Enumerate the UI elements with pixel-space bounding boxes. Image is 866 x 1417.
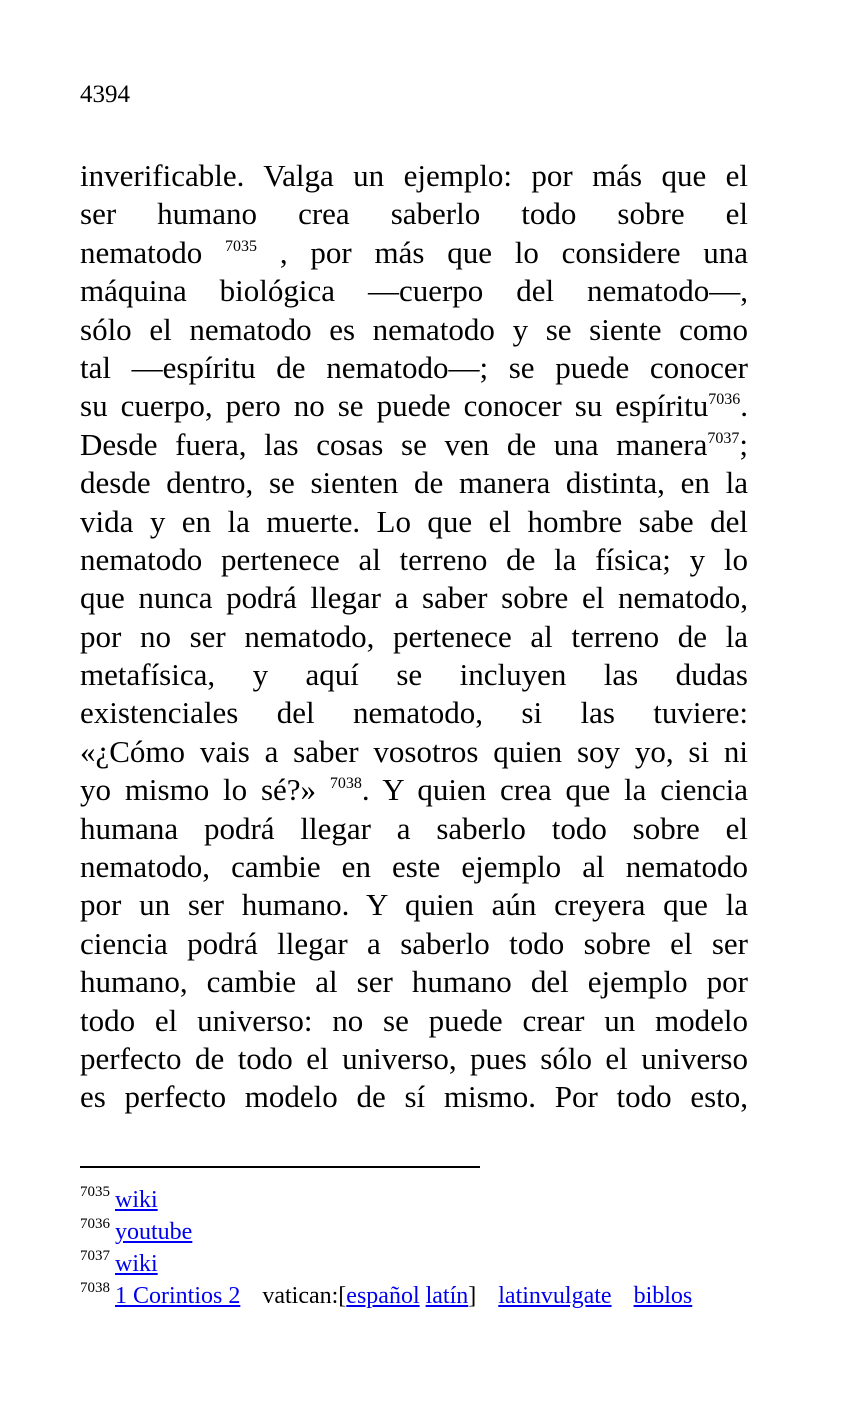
footnote-number: 7038 bbox=[80, 1280, 110, 1296]
footnote-separator bbox=[80, 1166, 480, 1168]
text-line-11: nematodo pertenece al terreno de la física; y lo bbox=[80, 541, 748, 577]
text-line-14: metafísica, y aquí se incluyen las dudas bbox=[80, 657, 748, 693]
footnote-7038 bbox=[80, 1280, 780, 1312]
text-line-25: es perfecto modelo de sí mismo. Por todo esto, bbox=[80, 1079, 748, 1115]
footnote-7036 bbox=[80, 1216, 780, 1248]
text-line-7 bbox=[80, 387, 748, 425]
text-line-12: que nunca podrá llegar a saber sobre el nematodo, bbox=[80, 580, 748, 616]
footnote-7037 bbox=[80, 1248, 780, 1280]
text-line-17 bbox=[80, 771, 748, 809]
text-line-15: existenciales del nematodo, si las tuviere: bbox=[80, 695, 748, 731]
footnote-ref-7035[interactable]: 7035 bbox=[225, 237, 258, 255]
text-line-16: «¿Cómo vais a saber vosotros quien soy yo, si ni bbox=[80, 733, 748, 769]
text-line-3 bbox=[80, 234, 748, 272]
footnote-link-corintios[interactable]: 1 Corintios 2 bbox=[115, 1283, 241, 1309]
footnote-link-wiki[interactable]: wiki bbox=[115, 1187, 158, 1213]
footnote-link-latin[interactable]: latín bbox=[425, 1283, 469, 1309]
text-line-13: por no ser nematodo, pertenece al terreno de la bbox=[80, 618, 748, 654]
footnote-number: 7036 bbox=[80, 1216, 110, 1232]
footnote-link-biblos[interactable]: biblos bbox=[633, 1283, 693, 1309]
text-line-8 bbox=[80, 426, 748, 464]
text-line-1: inverificable. Valga un ejemplo: por más que el bbox=[80, 158, 748, 193]
footnote-number: 7037 bbox=[80, 1248, 110, 1264]
vatican-prefix: vatican:[ bbox=[262, 1283, 347, 1309]
footnote-ref-7036[interactable]: 7036 bbox=[708, 391, 741, 409]
text-segment: ; bbox=[739, 426, 748, 462]
text-line-6: tal —espíritu de nematodo—; se puede conocer bbox=[80, 349, 748, 385]
footnote-link-wiki[interactable]: wiki bbox=[115, 1251, 158, 1277]
text-segment: su cuerpo, pero no se puede conocer su espíritu bbox=[80, 388, 709, 424]
footnote-ref-7038[interactable]: 7038 bbox=[329, 775, 362, 793]
text-segment: , por más que lo considere una bbox=[257, 234, 749, 270]
text-line-20: por un ser humano. Y quien aún creyera que la bbox=[80, 887, 748, 923]
text-line-24: perfecto de todo el universo, pues sólo el universo bbox=[80, 1040, 748, 1076]
text-line-21: ciencia podrá llegar a saberlo todo sobre el ser bbox=[80, 925, 748, 961]
text-line-22: humano, cambie al ser humano del ejemplo por bbox=[80, 964, 748, 1000]
footnote-ref-7037[interactable]: 7037 bbox=[707, 429, 740, 447]
text-segment: . Y quien crea que la ciencia bbox=[361, 772, 748, 808]
footnote-link-espanol[interactable]: español bbox=[346, 1283, 420, 1309]
text-line-23: todo el universo: no se puede crear un modelo bbox=[80, 1002, 748, 1038]
footnote-link-youtube[interactable]: youtube bbox=[115, 1219, 193, 1245]
footnote-number: 7035 bbox=[80, 1184, 110, 1200]
text-segment: yo mismo lo sé?» bbox=[80, 772, 317, 808]
text-line-2: ser humano crea saberlo todo sobre el bbox=[80, 196, 748, 232]
text-line-9: desde dentro, se sienten de manera distinta, en la bbox=[80, 465, 748, 501]
text-segment: Desde fuera, las cosas se ven de una manera bbox=[80, 426, 708, 462]
footnote-link-latinvulgate[interactable]: latinvulgate bbox=[498, 1283, 612, 1309]
text-segment: . bbox=[740, 388, 748, 424]
text-line-5: sólo el nematodo es nematodo y se siente como bbox=[80, 311, 748, 347]
text-line-19: nematodo, cambie en este ejemplo al nematodo bbox=[80, 849, 748, 885]
bracket-close: ] bbox=[468, 1283, 477, 1309]
text-line-10: vida y en la muerte. Lo que el hombre sabe del bbox=[80, 503, 748, 539]
footnotes bbox=[80, 1184, 780, 1312]
text-segment: nematodo bbox=[80, 234, 203, 270]
text-line-18: humana podrá llegar a saberlo todo sobre el bbox=[80, 810, 748, 846]
text-line-4: máquina biológica —cuerpo del nematodo—, bbox=[80, 273, 748, 309]
body-text bbox=[80, 157, 748, 1117]
footnote-7035 bbox=[80, 1184, 780, 1216]
page-number: 4394 bbox=[80, 81, 130, 108]
